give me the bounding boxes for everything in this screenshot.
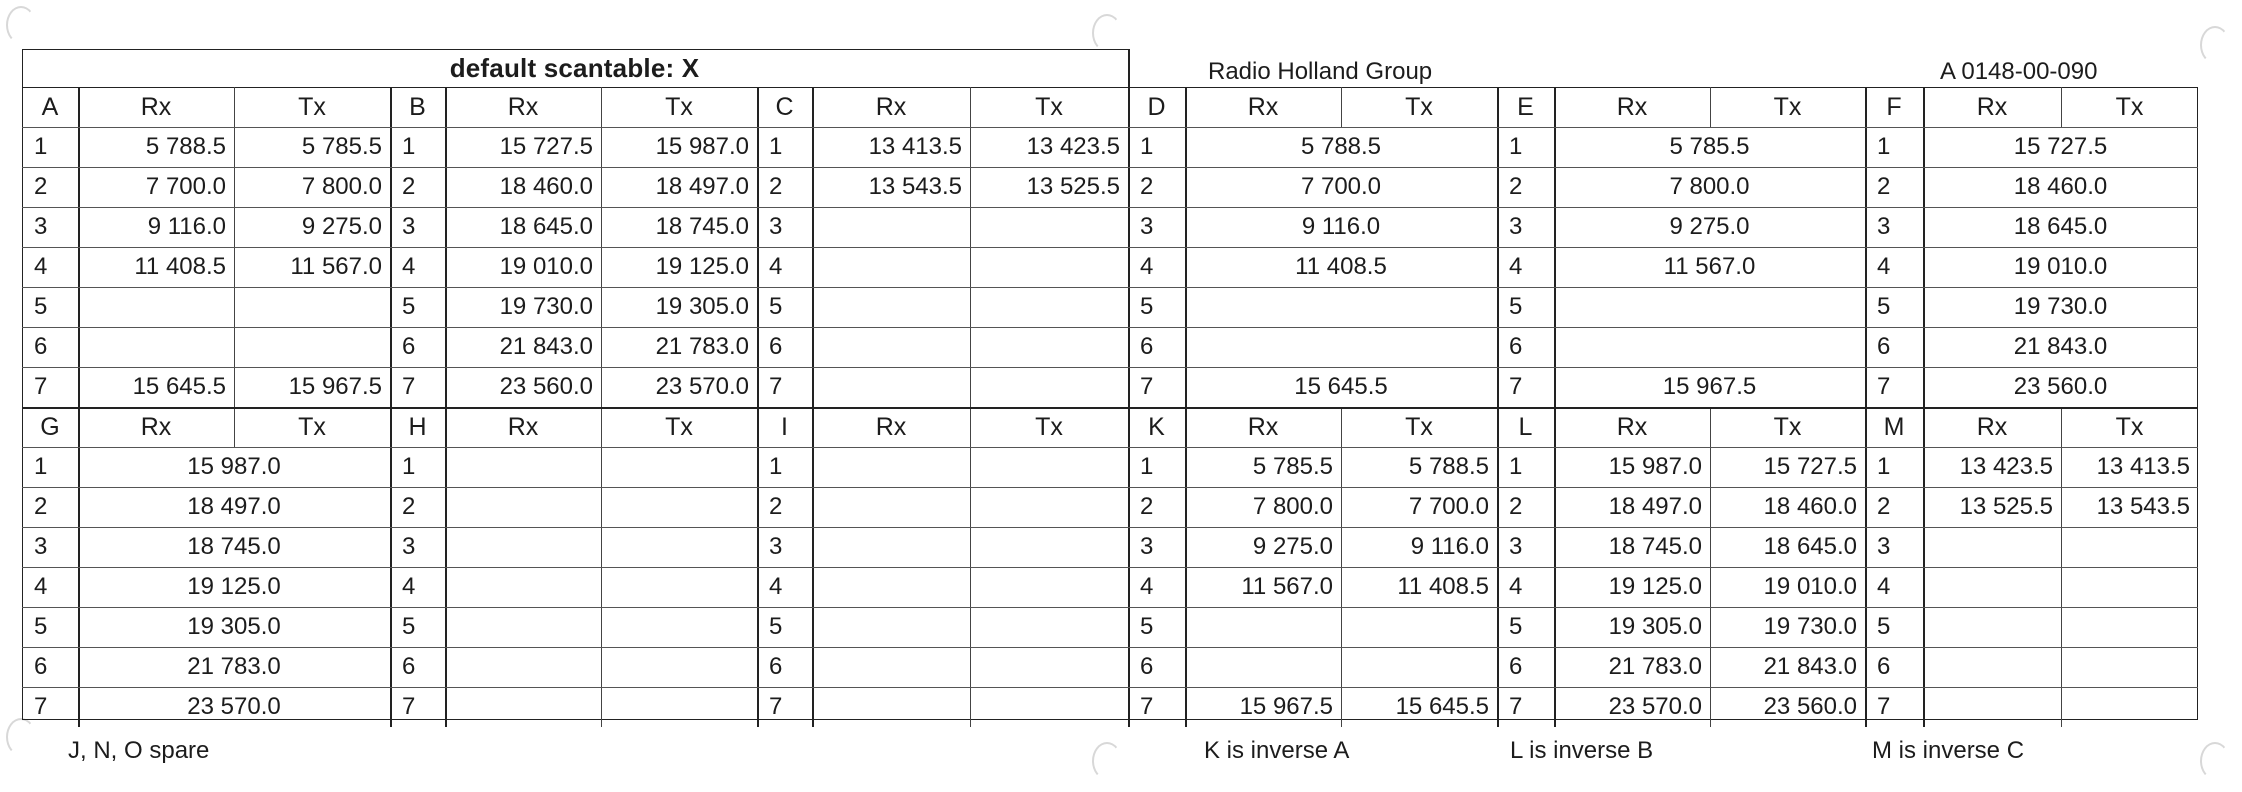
rx-frequency-value: 9 116.0 <box>147 213 226 240</box>
tx-column-header: Tx <box>1773 413 1802 441</box>
tx-column-header: Tx <box>2115 93 2144 121</box>
tx-frequency-value: 5 788.5 <box>1408 453 1489 480</box>
tx-frequency-value: 9 116.0 <box>1410 533 1489 560</box>
group-letter: D <box>1147 93 1166 121</box>
column-divider <box>1341 87 1342 127</box>
row-number: 4 <box>1140 253 1154 280</box>
rx-column-header: Rx <box>1616 93 1648 121</box>
rx-column-header: Rx <box>507 413 539 441</box>
rx-frequency-value <box>78 287 226 327</box>
tx-frequency-value: 15 987.0 <box>655 133 749 160</box>
row-divider <box>22 247 2198 248</box>
row-number: 1 <box>34 133 48 160</box>
row-number: 2 <box>1140 173 1154 200</box>
row-number: 3 <box>1140 533 1154 560</box>
rx-column-header: Rx <box>1976 93 2008 121</box>
row-number: 5 <box>34 613 48 640</box>
row-divider <box>22 447 2198 448</box>
tx-frequency-value <box>601 567 749 607</box>
tx-frequency-value: 5 785.5 <box>301 133 382 160</box>
row-number: 5 <box>402 293 416 320</box>
row-divider <box>22 487 2198 488</box>
tx-frequency-value: 19 730.0 <box>1763 613 1857 640</box>
row-number: 5 <box>402 613 416 640</box>
row-number: 4 <box>769 253 783 280</box>
frequency-value: 23 570.0 <box>187 693 281 720</box>
rx-frequency-value: 21 783.0 <box>1608 653 1702 680</box>
row-number: 3 <box>1877 213 1891 240</box>
rx-frequency-value <box>812 567 962 607</box>
rx-frequency-value <box>812 447 962 487</box>
rx-frequency-value: 19 730.0 <box>499 293 593 320</box>
row-number: 5 <box>34 293 48 320</box>
frequency-value: 19 125.0 <box>187 573 281 600</box>
rx-frequency-value: 9 275.0 <box>1252 533 1333 560</box>
frequency-value: 18 745.0 <box>187 533 281 560</box>
tx-column-header: Tx <box>2115 413 2144 441</box>
rx-frequency-value <box>445 647 593 687</box>
tx-frequency-value <box>970 367 1120 407</box>
inverse-a-note: K is inverse A <box>1204 737 1350 764</box>
row-number: 7 <box>769 373 783 400</box>
frequency-value: 21 843.0 <box>2013 333 2108 360</box>
rx-frequency-value <box>1923 527 2053 567</box>
half-divider <box>22 407 2198 409</box>
frequency-value: 15 987.0 <box>187 453 281 480</box>
rx-frequency-value: 18 745.0 <box>1608 533 1702 560</box>
frequency-value: 23 560.0 <box>2013 373 2108 400</box>
row-divider <box>22 647 2198 648</box>
row-number: 3 <box>1877 533 1891 560</box>
tx-frequency-value <box>234 287 382 327</box>
tx-frequency-value <box>601 647 749 687</box>
row-number: 3 <box>402 533 416 560</box>
row-number: 6 <box>1140 653 1154 680</box>
row-number: 1 <box>1509 453 1523 480</box>
inverse-b-note: L is inverse B <box>1510 737 1654 764</box>
rx-frequency-value: 13 423.5 <box>1959 453 2053 480</box>
tx-frequency-value: 15 727.5 <box>1763 453 1857 480</box>
row-number: 7 <box>1877 373 1891 400</box>
rx-frequency-value <box>812 607 962 647</box>
row-number: 7 <box>1140 373 1154 400</box>
column-divider <box>2061 87 2062 127</box>
tx-frequency-value <box>234 327 382 367</box>
row-divider <box>22 127 2198 128</box>
row-number: 5 <box>769 293 783 320</box>
frequency-value: 19 305.0 <box>187 613 281 640</box>
tx-column-header: Tx <box>1035 93 1063 121</box>
frequency-value: 9 116.0 <box>1301 213 1381 240</box>
tx-frequency-value <box>2061 687 2190 727</box>
group-letter: I <box>781 413 788 441</box>
row-number: 1 <box>1877 453 1891 480</box>
row-divider <box>22 567 2198 568</box>
tx-frequency-value: 13 525.5 <box>1026 173 1120 200</box>
row-number: 3 <box>34 213 48 240</box>
tx-frequency-value <box>970 287 1120 327</box>
tx-frequency-value: 7 700.0 <box>1408 493 1489 520</box>
tx-column-header: Tx <box>1405 413 1433 441</box>
tx-frequency-value <box>970 487 1120 527</box>
rx-frequency-value <box>812 687 962 727</box>
frequency-value: 18 497.0 <box>187 493 281 520</box>
frequency-value <box>1185 327 1497 367</box>
row-divider <box>22 607 2198 608</box>
rx-frequency-value: 19 305.0 <box>1608 613 1702 640</box>
frequency-value: 11 408.5 <box>1295 253 1387 280</box>
rx-frequency-value <box>812 247 962 287</box>
row-number: 6 <box>402 653 416 680</box>
punch-hole-mark <box>6 6 36 44</box>
row-number: 1 <box>402 133 416 160</box>
tx-frequency-value <box>601 687 749 727</box>
tx-frequency-value: 23 560.0 <box>1763 693 1857 720</box>
group-letter: L <box>1518 413 1533 441</box>
rx-frequency-value: 21 843.0 <box>499 333 593 360</box>
punch-hole-mark <box>1092 14 1122 52</box>
row-number: 6 <box>1509 653 1523 680</box>
rx-frequency-value <box>812 487 962 527</box>
group-letter: B <box>409 93 426 121</box>
tx-frequency-value: 21 783.0 <box>655 333 749 360</box>
row-number: 1 <box>34 453 48 480</box>
row-number: 7 <box>34 373 48 400</box>
tx-frequency-value: 18 497.0 <box>655 173 749 200</box>
tx-frequency-value <box>2061 647 2190 687</box>
tx-frequency-value <box>2061 567 2190 607</box>
tx-column-header: Tx <box>1405 93 1433 121</box>
group-letter: C <box>775 93 794 121</box>
row-number: 7 <box>1877 693 1891 720</box>
rx-frequency-value: 13 413.5 <box>868 133 962 160</box>
row-divider <box>22 287 2198 288</box>
tx-frequency-value: 7 800.0 <box>301 173 382 200</box>
rx-frequency-value: 7 700.0 <box>145 173 226 200</box>
tx-frequency-value <box>970 527 1120 567</box>
tx-frequency-value: 19 010.0 <box>1763 573 1857 600</box>
rx-frequency-value <box>445 447 593 487</box>
frequency-value: 7 700.0 <box>1300 173 1382 200</box>
rx-frequency-value <box>812 367 962 407</box>
row-number: 3 <box>769 533 783 560</box>
rx-frequency-value <box>1923 647 2053 687</box>
rx-frequency-value: 18 460.0 <box>499 173 593 200</box>
rx-frequency-value <box>445 687 593 727</box>
rx-frequency-value <box>812 287 962 327</box>
rx-frequency-value <box>445 487 593 527</box>
rx-frequency-value: 23 560.0 <box>499 373 593 400</box>
frequency-value: 18 645.0 <box>2013 213 2108 240</box>
tx-frequency-value: 13 543.5 <box>2096 493 2190 520</box>
tx-column-header: Tx <box>665 93 693 121</box>
frequency-value: 15 645.5 <box>1294 373 1388 400</box>
rx-frequency-value <box>1185 607 1333 647</box>
tx-column-header: Tx <box>1773 93 1802 121</box>
rx-frequency-value <box>812 327 962 367</box>
punch-hole-mark <box>6 718 36 756</box>
tx-frequency-value <box>601 607 749 647</box>
row-divider <box>22 367 2198 368</box>
row-number: 7 <box>1509 373 1523 400</box>
row-number: 4 <box>34 573 48 600</box>
column-divider <box>1710 87 1711 127</box>
tx-frequency-value: 21 843.0 <box>1763 653 1857 680</box>
rx-column-header: Rx <box>1616 413 1648 441</box>
frequency-value: 15 727.5 <box>2013 133 2108 160</box>
frequency-value <box>1554 327 1865 367</box>
row-number: 6 <box>34 653 48 680</box>
row-number: 2 <box>1509 173 1523 200</box>
tx-frequency-value <box>970 647 1120 687</box>
tx-frequency-value: 11 408.5 <box>1397 573 1489 600</box>
rx-column-header: Rx <box>1247 93 1279 121</box>
rx-column-header: Rx <box>875 93 907 121</box>
row-number: 2 <box>1509 493 1523 520</box>
tx-column-header: Tx <box>1035 413 1063 441</box>
frequency-value <box>1554 287 1865 327</box>
rx-frequency-value: 13 525.5 <box>1959 493 2053 520</box>
punch-hole-mark <box>2200 742 2230 780</box>
row-number: 1 <box>1509 133 1523 160</box>
tx-frequency-value: 13 423.5 <box>1026 133 1120 160</box>
tx-frequency-value <box>970 567 1120 607</box>
group-letter: M <box>1883 413 1905 441</box>
row-number: 4 <box>402 573 416 600</box>
row-number: 5 <box>769 613 783 640</box>
group-letter: K <box>1148 413 1165 441</box>
tx-frequency-value: 23 570.0 <box>655 373 749 400</box>
row-number: 1 <box>402 453 416 480</box>
rx-frequency-value <box>445 607 593 647</box>
tx-frequency-value <box>1341 607 1489 647</box>
rx-frequency-value: 19 010.0 <box>499 253 593 280</box>
row-number: 2 <box>34 173 48 200</box>
tx-frequency-value: 15 967.5 <box>288 373 382 400</box>
tx-frequency-value <box>970 607 1120 647</box>
group-letter: E <box>1517 93 1534 121</box>
punch-hole-mark <box>1092 742 1122 780</box>
row-number: 6 <box>769 653 783 680</box>
rx-frequency-value: 7 800.0 <box>1252 493 1333 520</box>
tx-frequency-value <box>970 327 1120 367</box>
rx-frequency-value: 18 497.0 <box>1608 493 1702 520</box>
rx-frequency-value <box>1923 607 2053 647</box>
tx-frequency-value <box>970 447 1120 487</box>
row-divider <box>22 527 2198 528</box>
tx-frequency-value: 18 745.0 <box>655 213 749 240</box>
group-letter: F <box>1886 93 1902 121</box>
rx-frequency-value: 15 987.0 <box>1608 453 1702 480</box>
frequency-value: 9 275.0 <box>1669 213 1750 240</box>
group-letter: A <box>41 93 59 121</box>
tx-frequency-value <box>970 687 1120 727</box>
row-number: 6 <box>402 333 416 360</box>
tx-frequency-value <box>2061 527 2190 567</box>
frequency-value: 11 567.0 <box>1663 253 1756 280</box>
row-number: 4 <box>34 253 48 280</box>
row-divider <box>22 207 2198 208</box>
row-number: 4 <box>1877 253 1891 280</box>
column-divider <box>234 407 235 447</box>
row-number: 4 <box>1140 573 1154 600</box>
row-number: 5 <box>1509 613 1523 640</box>
row-divider <box>22 687 2198 688</box>
row-number: 4 <box>402 253 416 280</box>
tx-frequency-value <box>1341 647 1489 687</box>
tx-frequency-value: 18 645.0 <box>1763 533 1857 560</box>
rx-frequency-value: 15 727.5 <box>499 133 593 160</box>
frequency-value: 18 460.0 <box>2013 173 2108 200</box>
tx-frequency-value: 19 305.0 <box>655 293 749 320</box>
group-letter: G <box>40 413 60 441</box>
rx-frequency-value <box>445 527 593 567</box>
document-number: A 0148-00-090 <box>1940 58 2098 85</box>
row-number: 4 <box>1509 253 1523 280</box>
tx-frequency-value: 19 125.0 <box>655 253 749 280</box>
row-number: 7 <box>1509 693 1523 720</box>
rx-frequency-value <box>1923 687 2053 727</box>
row-number: 7 <box>1140 693 1154 720</box>
tx-column-header: Tx <box>298 93 326 121</box>
group-letter: H <box>408 413 427 441</box>
row-number: 2 <box>1877 173 1891 200</box>
row-number: 3 <box>1509 213 1523 240</box>
row-number: 5 <box>1140 293 1154 320</box>
row-number: 3 <box>1509 533 1523 560</box>
row-number: 1 <box>769 453 783 480</box>
frequency-value: 5 788.5 <box>1300 133 1382 160</box>
tx-column-header: Tx <box>298 413 326 441</box>
row-number: 2 <box>34 493 48 520</box>
rx-frequency-value: 19 125.0 <box>1608 573 1702 600</box>
row-number: 1 <box>769 133 783 160</box>
frequency-value: 15 967.5 <box>1662 373 1757 400</box>
row-number: 3 <box>402 213 416 240</box>
rx-column-header: Rx <box>875 413 907 441</box>
rx-frequency-value: 5 785.5 <box>1252 453 1333 480</box>
rx-frequency-value <box>812 207 962 247</box>
frequency-value: 7 800.0 <box>1669 173 1750 200</box>
frequency-value: 19 730.0 <box>2013 293 2108 320</box>
row-number: 2 <box>769 493 783 520</box>
row-number: 6 <box>1509 333 1523 360</box>
row-number: 2 <box>402 493 416 520</box>
row-number: 7 <box>402 693 416 720</box>
row-number: 1 <box>1877 133 1891 160</box>
row-divider <box>22 167 2198 168</box>
row-divider <box>22 327 2198 328</box>
row-number: 4 <box>1509 573 1523 600</box>
block-divider <box>1128 49 1130 89</box>
row-number: 6 <box>1140 333 1154 360</box>
page-title: default scantable: X <box>449 53 700 83</box>
tx-frequency-value <box>2061 607 2190 647</box>
row-number: 6 <box>769 333 783 360</box>
row-number: 3 <box>1140 213 1154 240</box>
tx-frequency-value <box>601 487 749 527</box>
row-number: 5 <box>1877 293 1891 320</box>
rx-frequency-value <box>1923 567 2053 607</box>
row-number: 6 <box>1877 333 1891 360</box>
rx-frequency-value <box>78 327 226 367</box>
rx-frequency-value <box>445 567 593 607</box>
tx-frequency-value <box>601 447 749 487</box>
row-number: 3 <box>769 213 783 240</box>
row-number: 4 <box>1877 573 1891 600</box>
row-number: 1 <box>1140 133 1154 160</box>
row-number: 2 <box>1877 493 1891 520</box>
rx-frequency-value <box>812 647 962 687</box>
rx-frequency-value: 11 567.0 <box>1241 573 1333 600</box>
rx-column-header: Rx <box>140 413 172 441</box>
rx-frequency-value: 5 788.5 <box>145 133 226 160</box>
tx-frequency-value: 18 460.0 <box>1763 493 1857 520</box>
row-number: 5 <box>1509 293 1523 320</box>
rx-frequency-value <box>812 527 962 567</box>
row-number: 6 <box>34 333 48 360</box>
rx-frequency-value <box>1185 647 1333 687</box>
frequency-value: 19 010.0 <box>2013 253 2108 280</box>
rx-frequency-value: 23 570.0 <box>1608 693 1702 720</box>
rx-column-header: Rx <box>1976 413 2008 441</box>
tx-frequency-value: 15 645.5 <box>1395 693 1489 720</box>
row-number: 7 <box>402 373 416 400</box>
row-number: 7 <box>769 693 783 720</box>
company-name: Radio Holland Group <box>1208 58 1433 85</box>
rx-column-header: Rx <box>1247 413 1279 441</box>
row-number: 5 <box>1877 613 1891 640</box>
rx-frequency-value: 15 645.5 <box>132 373 226 400</box>
tx-frequency-value <box>970 247 1120 287</box>
spare-note: J, N, O spare <box>68 737 210 764</box>
rx-frequency-value: 18 645.0 <box>499 213 593 240</box>
tx-frequency-value <box>970 207 1120 247</box>
rx-column-header: Rx <box>140 93 172 121</box>
frequency-value <box>1185 287 1497 327</box>
punch-hole-mark <box>2200 26 2230 64</box>
tx-column-header: Tx <box>665 413 693 441</box>
row-number: 3 <box>34 533 48 560</box>
row-number: 5 <box>1140 613 1154 640</box>
rx-column-header: Rx <box>507 93 539 121</box>
row-number: 6 <box>1877 653 1891 680</box>
frequency-value: 5 785.5 <box>1669 133 1750 160</box>
tx-frequency-value <box>601 527 749 567</box>
row-number: 4 <box>769 573 783 600</box>
row-number: 1 <box>1140 453 1154 480</box>
inverse-c-note: M is inverse C <box>1872 737 2025 764</box>
row-number: 2 <box>1140 493 1154 520</box>
tx-frequency-value: 9 275.0 <box>301 213 382 240</box>
row-number: 2 <box>769 173 783 200</box>
row-number: 7 <box>34 693 48 720</box>
rx-frequency-value: 13 543.5 <box>868 173 962 200</box>
frequency-value: 21 783.0 <box>187 653 281 680</box>
row-number: 2 <box>402 173 416 200</box>
rx-frequency-value: 11 408.5 <box>134 253 226 280</box>
rx-frequency-value: 15 967.5 <box>1239 693 1333 720</box>
tx-frequency-value: 13 413.5 <box>2096 453 2190 480</box>
tx-frequency-value: 11 567.0 <box>290 253 382 280</box>
